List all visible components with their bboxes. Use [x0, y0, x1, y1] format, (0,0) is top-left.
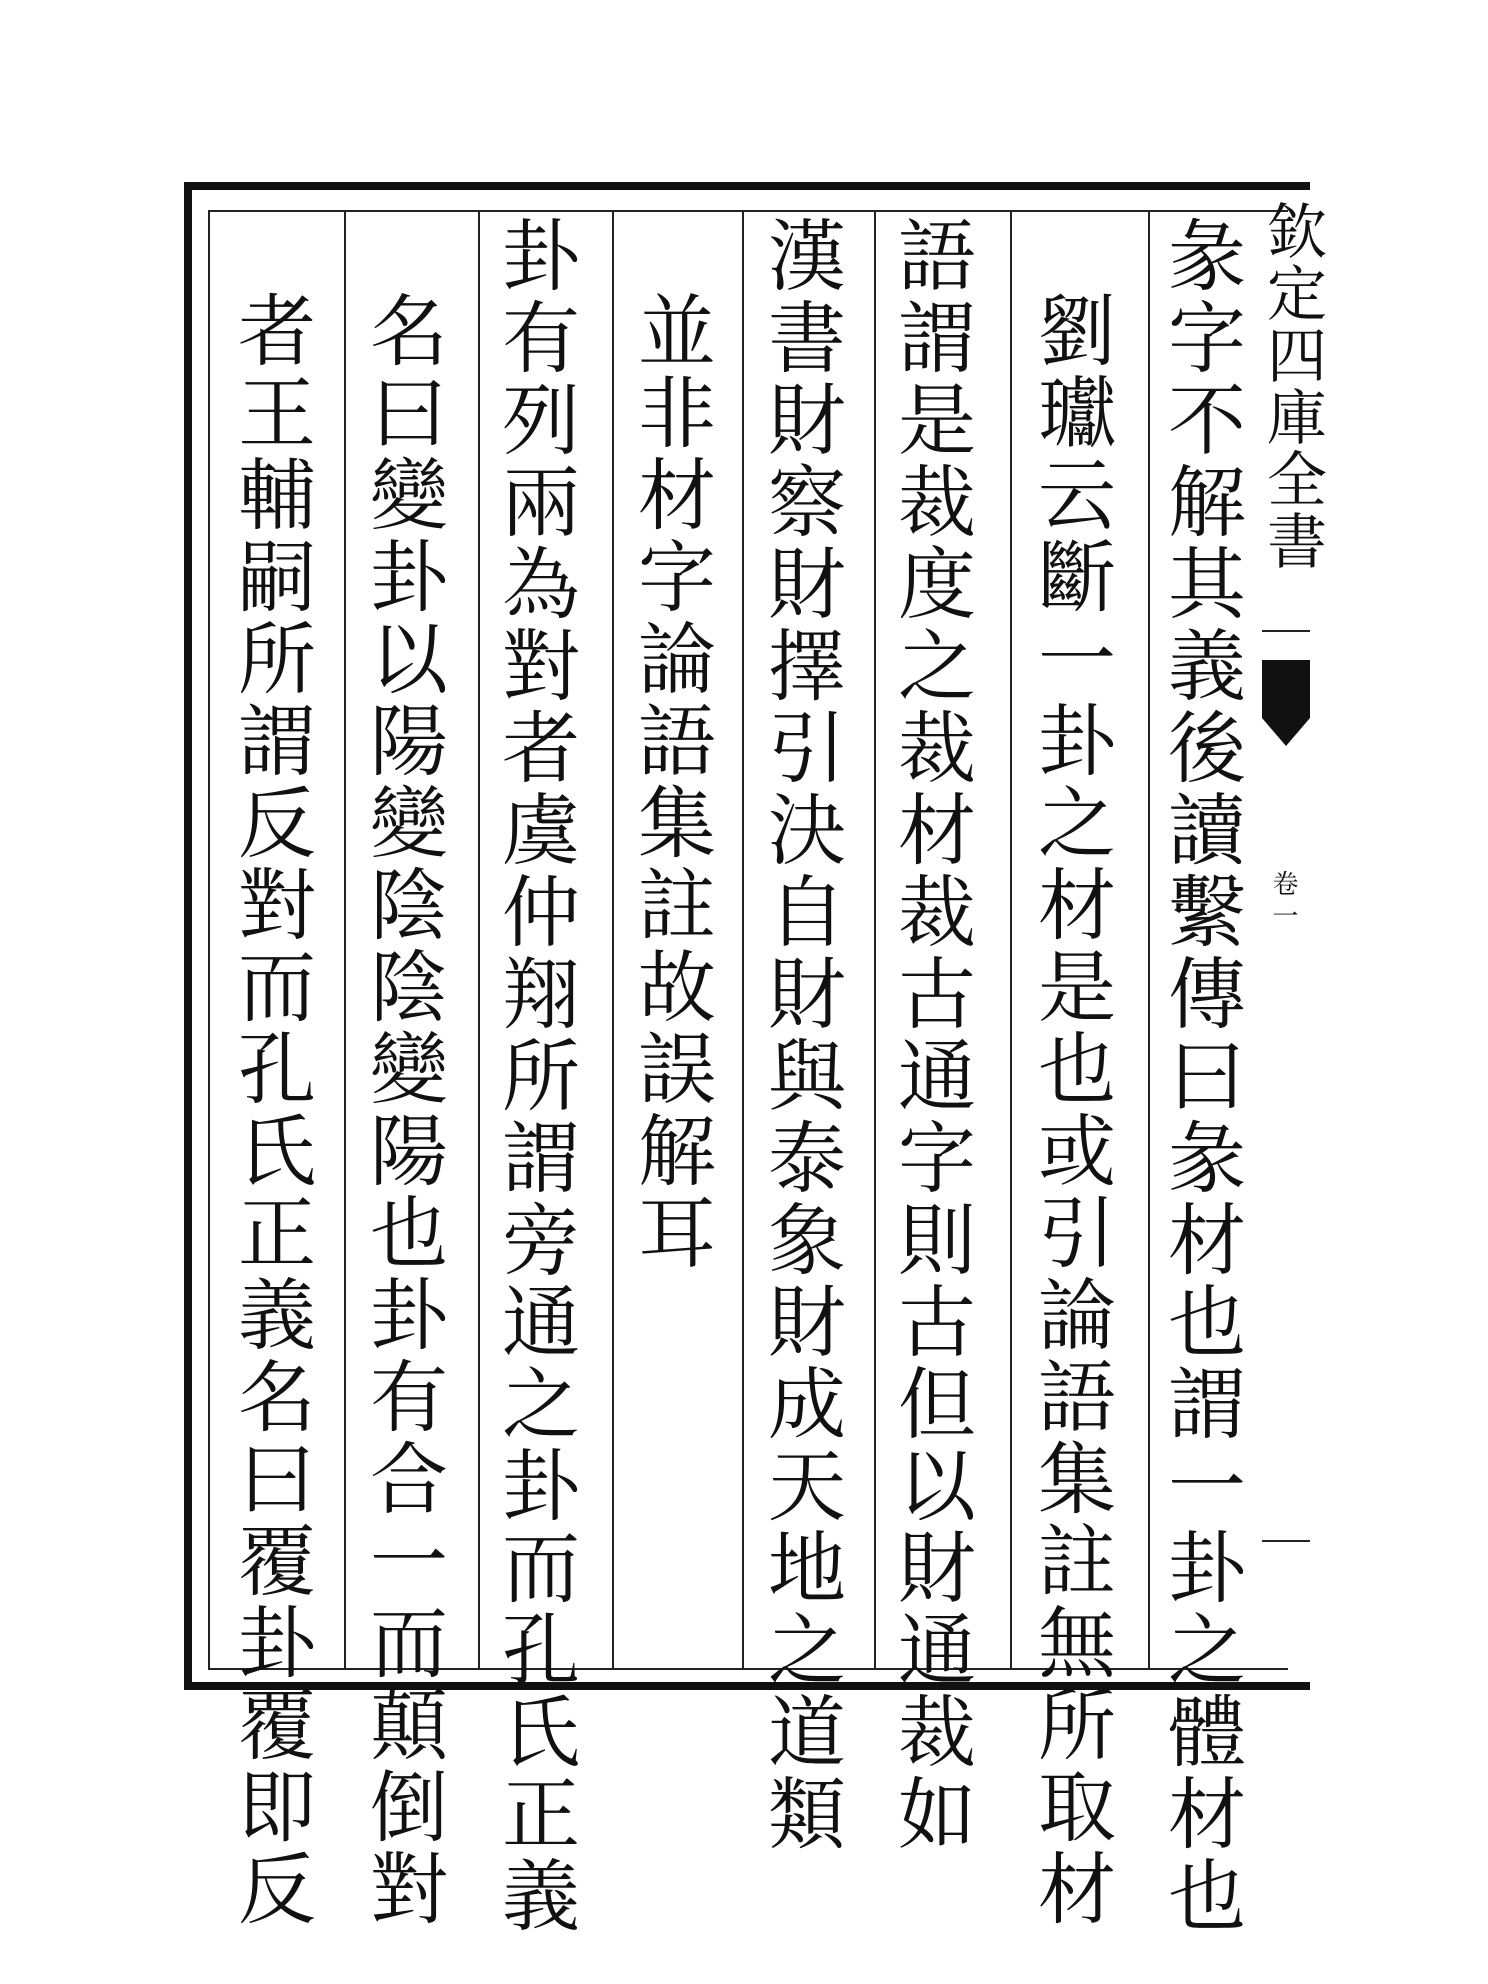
text-column-4: 漢書財察財擇引決自財與泰象財成天地之道類 — [755, 215, 845, 1855]
column-rule — [612, 210, 614, 1670]
column-rule — [874, 210, 876, 1670]
margin-divider — [1262, 630, 1310, 632]
column-rule — [478, 210, 480, 1670]
column-rule — [1010, 210, 1012, 1670]
book-title: 欽定四庫全書 — [1257, 200, 1327, 572]
text-column-3: 語謂是裁度之裁材裁古通字則古但以財通裁如 — [885, 215, 975, 1855]
fishtail-mark-icon — [1262, 660, 1310, 718]
column-rule — [344, 210, 346, 1670]
column-rule — [742, 210, 744, 1670]
volume-label: 卷一 — [1268, 870, 1298, 934]
text-column-2: 劉瓛云斷一卦之材是也或引論語集註無所取材 — [1025, 290, 1115, 1930]
text-column-8: 者王輔嗣所謂反對而孔氏正義名曰覆卦覆即反 — [225, 290, 315, 1930]
text-column-5: 並非材字論語集註故誤解耳 — [625, 290, 715, 1274]
text-column-6: 卦有列兩為對者虞仲翔所謂旁通之卦而孔氏正義 — [489, 215, 579, 1937]
text-column-1: 彖字不解其義後讀繫傳曰彖材也謂一卦之體材也 — [1155, 215, 1245, 1937]
margin-divider — [1262, 1540, 1310, 1542]
text-column-7: 名曰變卦以陽變陰陰變陽也卦有合一而顛倒對 — [357, 290, 447, 1930]
